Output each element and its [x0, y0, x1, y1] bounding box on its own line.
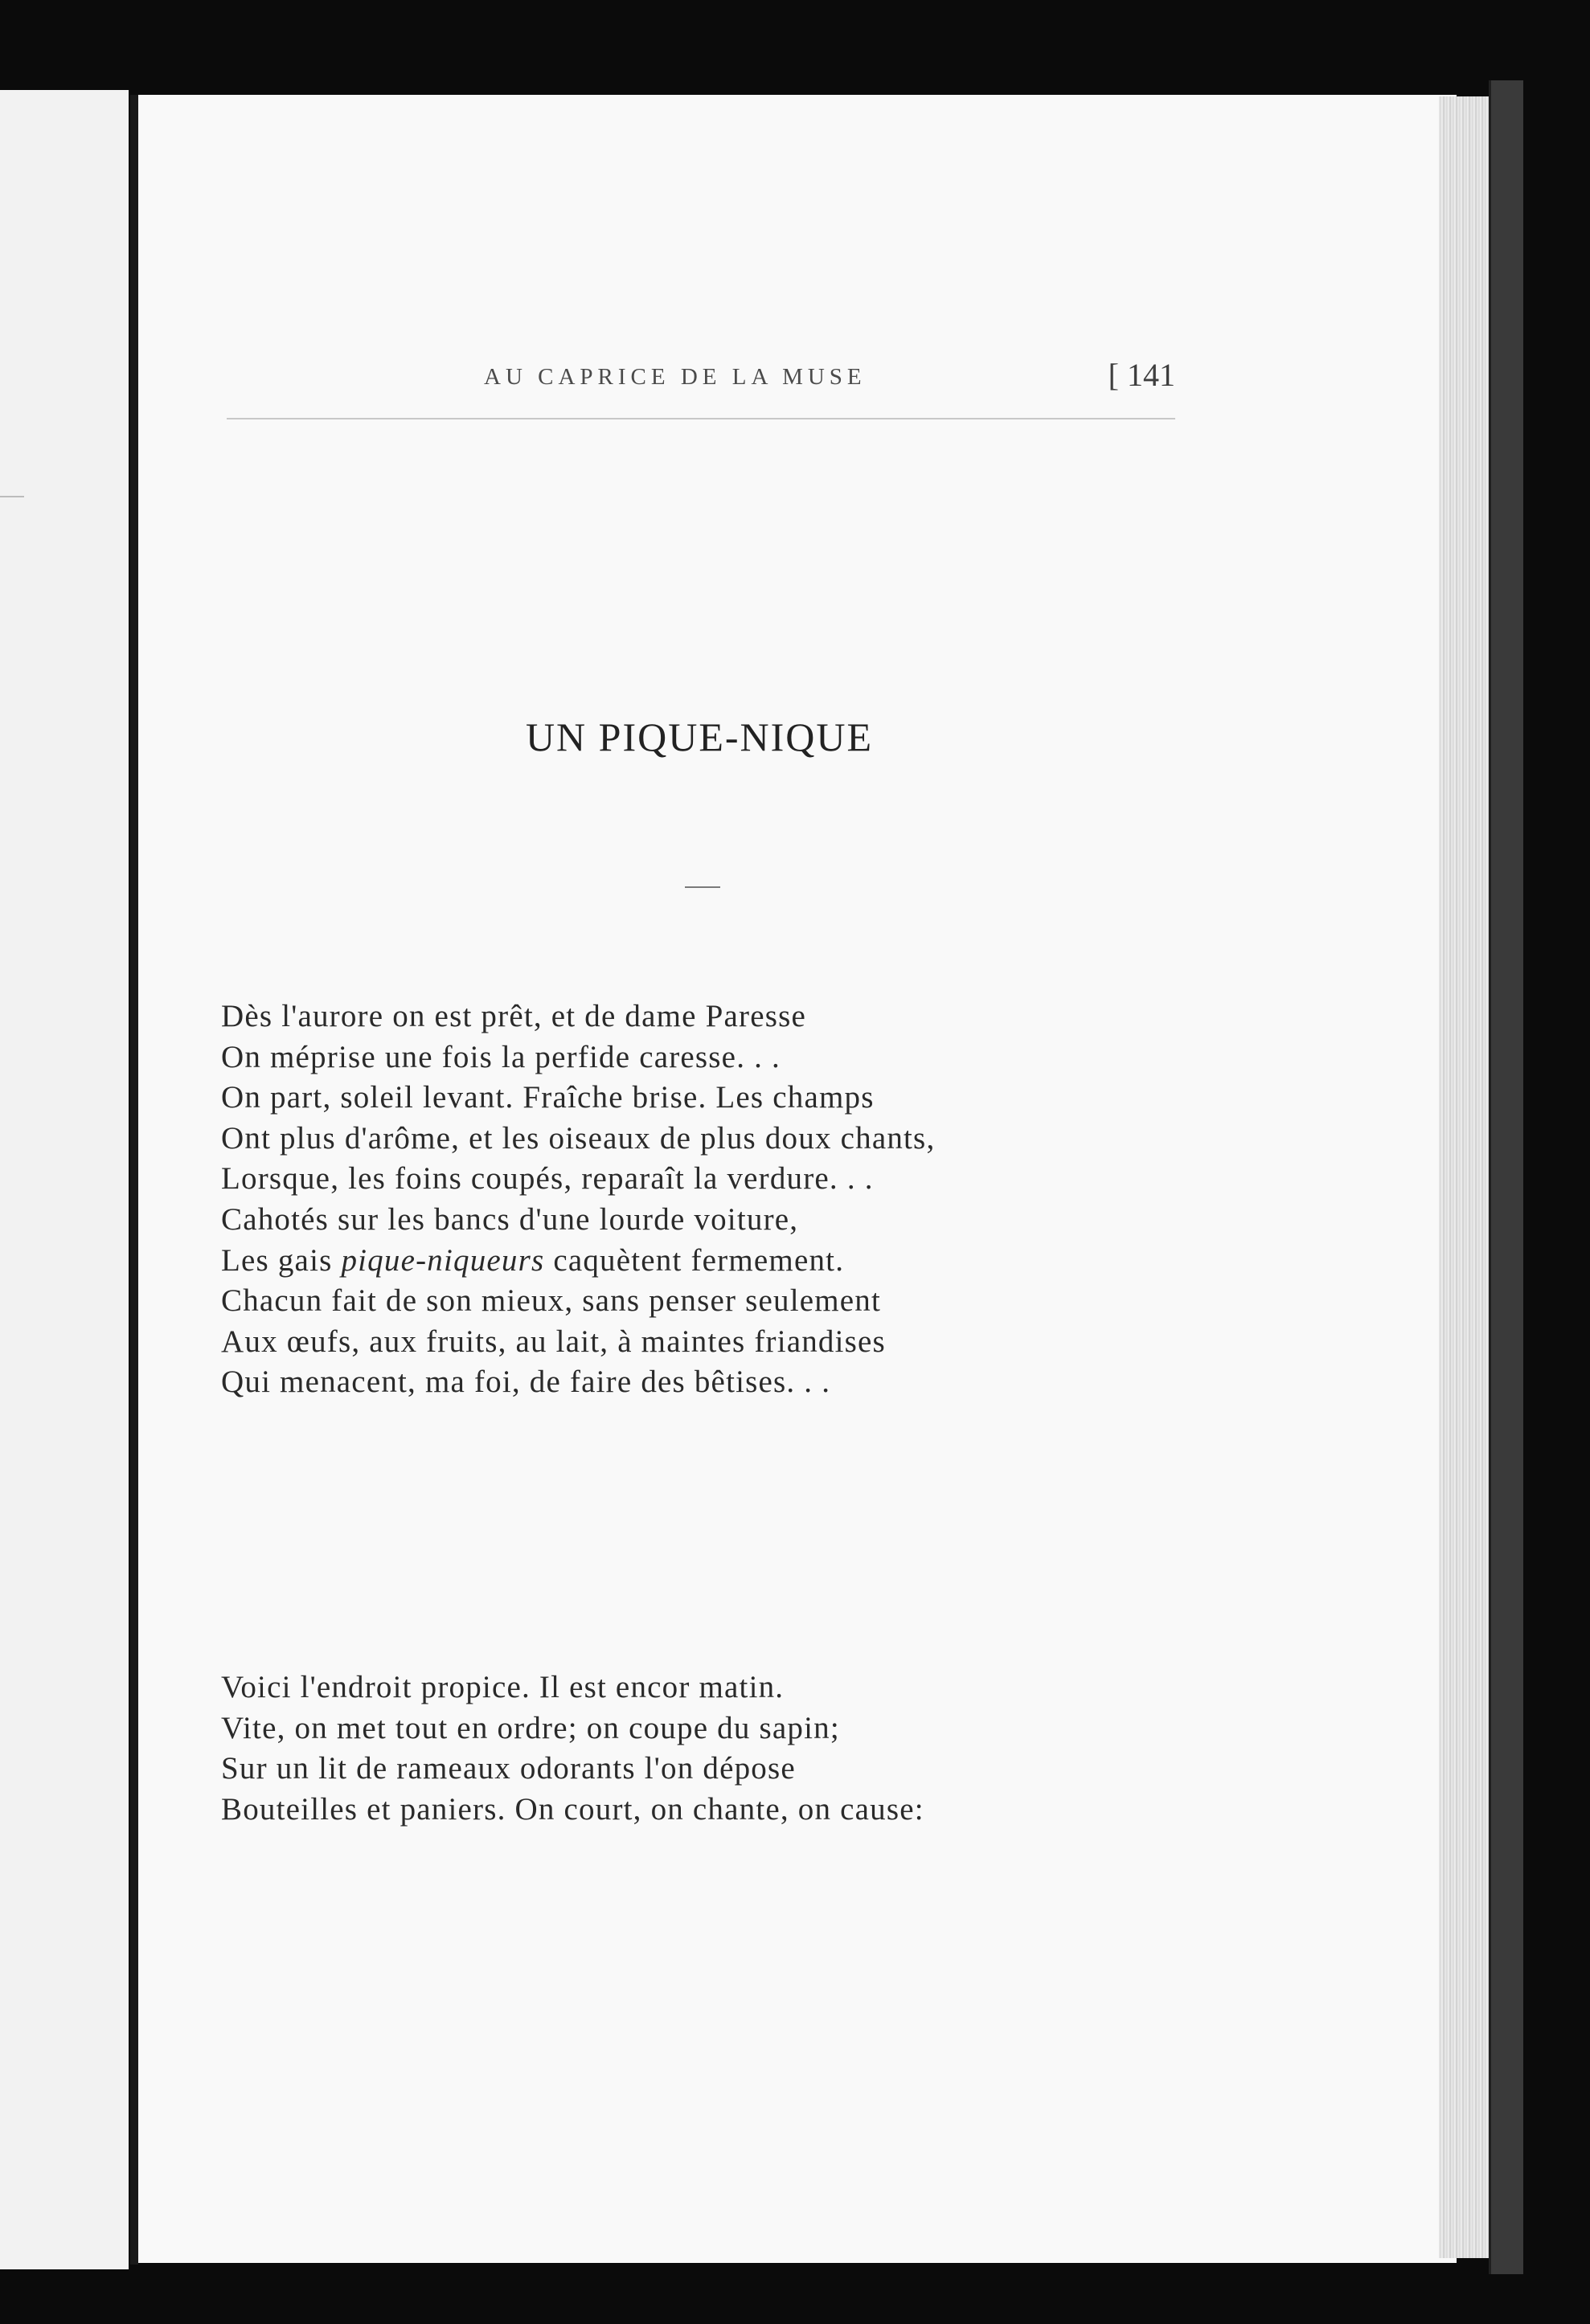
verse-line: On méprise une fois la perfide caresse. . .	[221, 1039, 781, 1074]
verse-line: Lorsque, les foins coupés, reparaît la verdure. . .	[221, 1161, 874, 1197]
verse-line: Qui menacent, ma foi, de faire des bêtises. . .	[221, 1365, 831, 1400]
verse-text: caquètent fermement.	[544, 1242, 845, 1278]
running-title: AU CAPRICE DE LA MUSE	[484, 364, 867, 390]
previous-page-rule	[0, 496, 24, 497]
verse-line: Chacun fait de son mieux, sans penser seulement	[221, 1283, 882, 1319]
verse-line: Dès l'aurore on est prêt, et de dame Paresse	[221, 999, 806, 1033]
verse-line: Bouteilles et paniers. On court, on chante, on cause:	[221, 1791, 924, 1827]
verse-line: Vite, on met tout en ordre; on coupe du sapin;	[221, 1710, 840, 1745]
verse-text: Les gais	[221, 1242, 342, 1278]
book-gutter	[130, 95, 138, 2265]
page-number: [ 141	[1108, 357, 1175, 393]
verse-line: Voici l'endroit propice. Il est encor matin.	[221, 1670, 785, 1704]
running-header	[227, 350, 1175, 406]
previous-page-edge	[0, 90, 129, 2269]
page-edges	[1439, 96, 1489, 2258]
stanza-2	[221, 1667, 1186, 1830]
stanza-1	[221, 996, 1186, 1403]
book-cover-edge	[1489, 80, 1523, 2274]
header-rule	[227, 418, 1175, 419]
verse-line: Cahotés sur les bancs d'une lourde voiture,	[221, 1201, 799, 1237]
verse-line: On part, soleil levant. Fraîche brise. Les champs	[221, 1080, 875, 1115]
verse-line-with-italic	[221, 1241, 1186, 1282]
verse-line: Sur un lit de rameaux odorants l'on dépose	[221, 1751, 796, 1786]
title-separator-dash	[685, 886, 720, 888]
italic-term: pique-niqueurs	[341, 1242, 545, 1278]
verse-line: Aux œufs, aux fruits, au lait, à maintes friandises	[221, 1324, 886, 1359]
verse-line: Ont plus d'arôme, et les oiseaux de plus doux chants,	[221, 1120, 936, 1156]
poem-title: UN PIQUE-NIQUE	[525, 714, 874, 759]
